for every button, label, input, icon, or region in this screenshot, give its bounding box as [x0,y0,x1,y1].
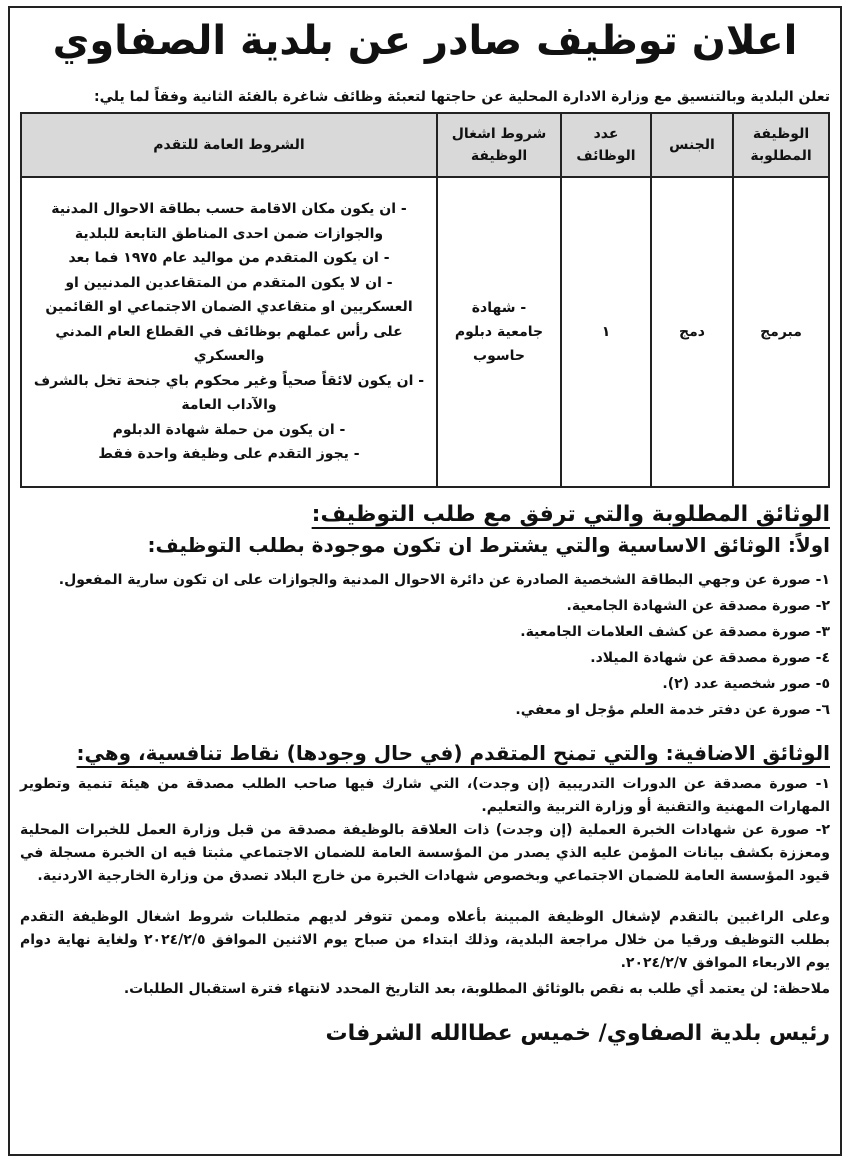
header-job: الوظيفة المطلوبة [733,113,829,177]
list-item: ٣- صورة مصدقة عن كشف العلامات الجامعية. [520,624,830,640]
header-requirements: شروط اشغال الوظيفة [437,113,561,177]
table-row [21,177,829,487]
condition-item: - يجوز التقدم على وظيفة واحدة فقط [98,446,360,463]
list-item: ٦- صورة عن دفتر خدمة العلم مؤجل او معفي. [515,702,830,718]
table-header-row [21,113,829,177]
list-item: ١- صورة مصدقة عن الدورات التدريبية (إن وجدت)، التي شارك فيها صاحب الطلب مصدقة من هيئة تنمية وتطوير المهارات المهنية والتقنية أو وزارة التربية والتعليم. [20,776,830,815]
signature: رئيس بلدية الصفاوي/ خميس عطاالله الشرفات [325,1021,830,1046]
cell-job: مبرمج [733,177,829,487]
docs-heading: الوثائق المطلوبة والتي ترفق مع طلب التوظيف: [311,502,830,527]
condition-item: - ان يكون لائقاً صحياً وغير محكوم باي جنحة تخل بالشرف والآداب العامة [33,372,425,414]
cell-gender: دمج [651,177,733,487]
cell-requirements: - شهادة جامعية دبلوم حاسوب [437,177,561,487]
list-item: ٤- صورة مصدقة عن شهادة الميلاد. [590,650,830,666]
condition-item: - ان يكون مكان الاقامة حسب بطاقة الاحوال المدنية والجوازات ضمن احدى المناطق التابعة للبلدية [51,201,407,242]
basic-docs-heading: اولاً: الوثائق الاساسية والتي يشترط ان تكون موجودة بطلب التوظيف: [147,533,830,557]
header-count: عدد الوظائف [561,113,651,177]
header-gender: الجنس [651,113,733,177]
extra-docs-list [20,773,830,888]
announcement-page [8,6,842,1156]
closing-paragraph: وعلى الراغبين بالتقدم لإشغال الوظيفة المبينة بأعلاه وممن تتوفر لديهم متطلبات شروط اشغال الوظيفة التقدم بطلب التوظيف ورقيا من خلال مراجعة البلدية، وذلك ابتداء من صباح يوم الاثنين الموافق ٢٠٢٤/٢/٥ ولغاية نهاية دوام يوم الاربعاء الموافق ٢٠٢٤/٢/٧. [20,909,831,971]
announcement-title: اعلان توظيف صادر عن بلدية الصفاوي [52,18,798,64]
cell-count: ١ [561,177,651,487]
header-conditions: الشروط العامة للتقدم [21,113,437,177]
condition-item: - ان يكون من حملة شهادة الدبلوم [112,421,346,438]
basic-docs-list [20,567,830,723]
extra-docs-heading: الوثائق الاضافية: والتي تمنح المتقدم (في حال وجودها) نقاط تنافسية، وهي: [76,741,830,765]
list-item: ١- صورة عن وجهي البطاقة الشخصية الصادرة عن دائرة الاحوال المدنية والجوازات على ان تكون سارية المفعول. [58,572,830,588]
list-item: ٥- صور شخصية عدد (٢). [662,676,830,692]
list-item: ٢- صورة عن شهادات الخبرة العملية (إن وجدت) ذات العلاقة بالوظيفة مصدقة من قبل وزارة العمل للخبرات المحلية ومعززة بكشف بيانات المؤمن عليه الذي يصدر من المؤسسة العامة للضمان الاجتماعي مثبتا فيه ان الخبرة مسجلة في قيود المؤسسة العامة للضمان الاجتماعي وبخصوص شهادات الخبرة من خارج البلاد تصدق من وزارة الخارجية الاردنية. [20,822,830,884]
condition-item: - ان يكون المتقدم من مواليد عام ١٩٧٥ فما بعد [68,250,390,267]
intro-text: تعلن البلدية وبالتنسيق مع وزارة الادارة المحلية عن حاجتها لتعبئة وظائف شاغرة بالفئة الثانية وفقاً لما يلي: [94,89,830,105]
cell-conditions [21,177,437,487]
jobs-table [20,112,830,488]
condition-item: - ان لا يكون المتقدم من المتقاعدين المدنيين او العسكريين او متقاعدي الضمان الاجتماعي او القائمين على رأس عملهم بوظائف في القطاع العام المدني والعسكري [45,274,413,365]
list-item: ٢- صورة مصدقة عن الشهادة الجامعية. [566,598,830,614]
note-text: ملاحظة: لن يعتمد أي طلب به نقص بالوثائق المطلوبة، بعد التاريخ المحدد لانتهاء فترة استقبال الطلبات. [123,981,830,997]
